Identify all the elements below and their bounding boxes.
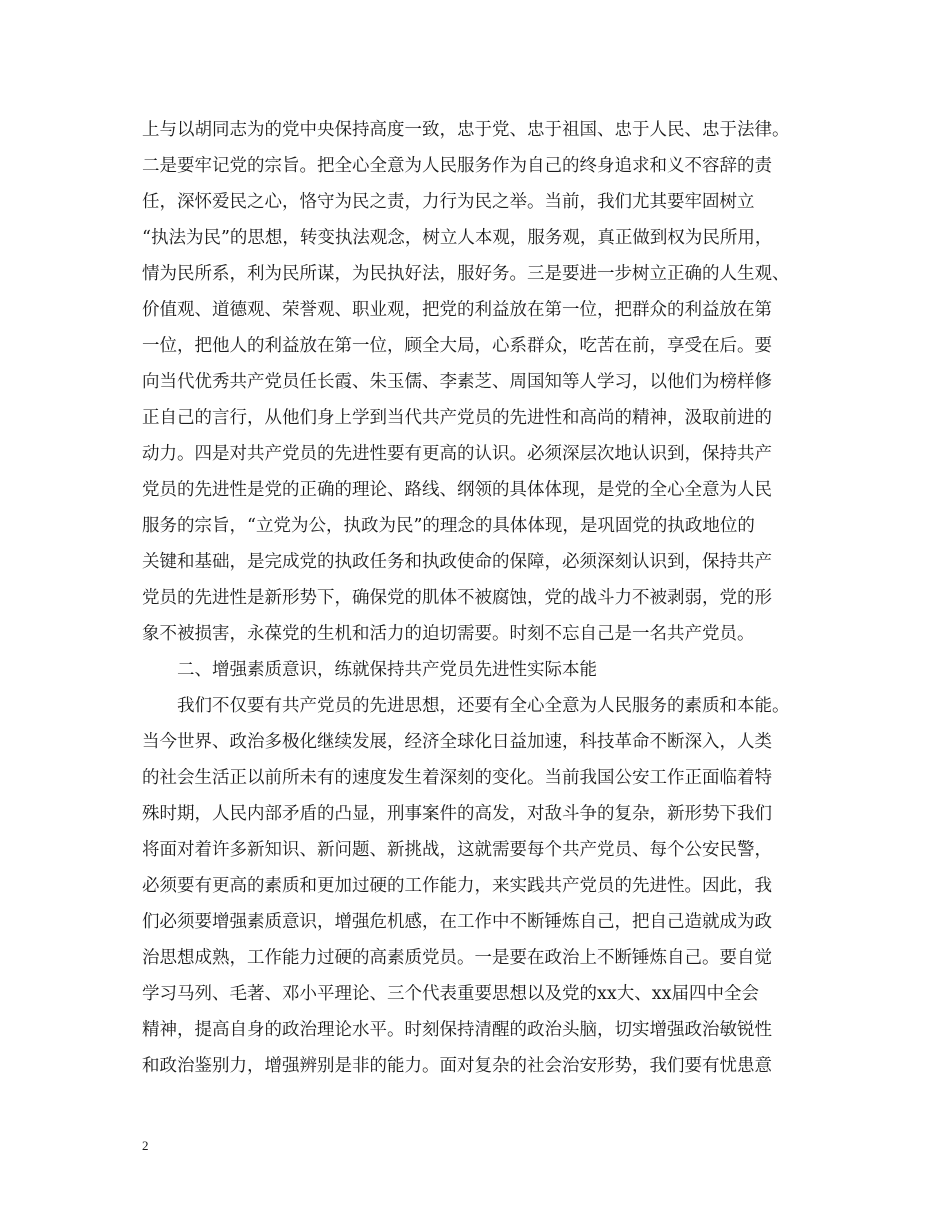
body-text (142, 112, 822, 1084)
text-line: 学习马列、毛著、邓小平理论、三个代表重要思想以及党的xx大、xx届四中全会 (142, 984, 759, 1004)
text-line: 党员的先进性是新形势下，确保党的肌体不被腐蚀，党的战斗力不被剥弱，党的形 (142, 588, 772, 608)
text-line: 精神，提高自身的政治理论水平。时刻保持清醒的政治头脑，切实增强政治敏锐性 (142, 1020, 772, 1040)
text-line: 殊时期，人民内部矛盾的凸显，刑事案件的高发，对敌斗争的复杂，新形势下我们 (142, 804, 772, 824)
page-number: 2 (142, 1138, 149, 1153)
text-line: 的社会生活正以前所未有的速度发生着深刻的变化。当前我国公安工作正面临着特 (142, 768, 772, 788)
text-line: 关键和基础，是完成党的执政任务和执政使命的保障，必须深刻认识到，保持共产 (142, 552, 772, 572)
text-line: 二是要牢记党的宗旨。把全心全意为人民服务作为自己的终身追求和义不容辞的责 (142, 156, 772, 176)
text-line: 一位，把他人的利益放在第一位，顾全大局，心系群众，吃苦在前，享受在后。要 (142, 336, 772, 356)
text-line: 上与以胡同志为的党中央保持高度一致，忠于党、忠于祖国、忠于人民、忠于法律。 (142, 120, 790, 140)
text-line: 当今世界、政治多极化继续发展，经济全球化日益加速，科技革命不断深入，人类 (142, 732, 772, 752)
text-line: 情为民所系，利为民所谋，为民执好法，服好务。三是要进一步树立正确的人生观、 (142, 264, 790, 284)
text-line: 将面对着许多新知识、新问题、新挑战，这就需要每个共产党员、每个公安民警， (142, 840, 772, 860)
text-line: 必须要有更高的素质和更加过硬的工作能力，来实践共产党员的先进性。因此，我 (142, 876, 772, 896)
text-line: 价值观、道德观、荣誉观、职业观，把党的利益放在第一位，把群众的利益放在第 (142, 300, 772, 320)
text-line: 我们不仅要有共产党员的先进思想，还要有全心全意为人民服务的素质和本能。 (177, 696, 790, 716)
text-line: 们必须要增强素质意识，增强危机感，在工作中不断锤炼自己，把自己造就成为政 (142, 912, 772, 932)
text-line: 向当代优秀共产党员任长霞、朱玉儒、李素芝、周国知等人学习，以他们为榜样修 (142, 372, 772, 392)
text-line: 和政治鉴别力，增强辨别是非的能力。面对复杂的社会治安形势，我们要有忧患意 (142, 1056, 772, 1076)
text-line: 党员的先进性是党的正确的理论、路线、纲领的具体体现，是党的全心全意为人民 (142, 480, 772, 500)
text-line: “执法为民”的思想，转变执法观念，树立人本观，服务观，真正做到权为民所用， (142, 228, 773, 248)
text-line: 服务的宗旨，“立党为公，执政为民”的理念的具体体现，是巩固党的执政地位的 (142, 516, 755, 536)
section-heading: 二、增强素质意识，练就保持共产党员先进性实际本能 (177, 660, 597, 680)
text-line: 任，深怀爱民之心，恪守为民之责，力行为民之举。当前，我们尤其要牢固树立 (142, 192, 755, 212)
text-line: 动力。四是对共产党员的先进性要有更高的认识。必须深层次地认识到，保持共产 (142, 444, 772, 464)
text-line: 正自己的言行，从他们身上学到当代共产党员的先进性和高尚的精神，汲取前进的 (142, 408, 772, 428)
text-line: 象不被损害，永葆党的生机和活力的迫切需要。时刻不忘自己是一名共产党员。 (142, 624, 755, 644)
text-line: 治思想成熟，工作能力过硬的高素质党员。一是要在政治上不断锤炼自己。要自觉 (142, 948, 772, 968)
